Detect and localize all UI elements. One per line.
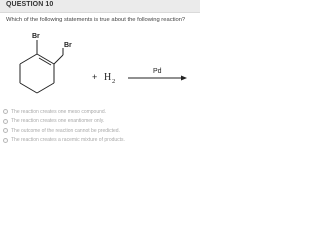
plus-sign: +: [92, 72, 98, 82]
radio-button[interactable]: [3, 128, 8, 133]
radio-button[interactable]: [3, 109, 8, 114]
question-prompt: Which of the following statements is true about the following reaction?: [6, 17, 186, 23]
answer-text: The outcome of the reaction cannot be predicted.: [11, 127, 120, 134]
reagent-subscript: 2: [112, 78, 116, 85]
radio-button[interactable]: [3, 119, 8, 124]
question-title: QUESTION 10: [6, 1, 54, 8]
radio-button[interactable]: [3, 138, 8, 143]
br-label-side: Br: [64, 42, 72, 49]
answer-option[interactable]: [3, 107, 199, 117]
answer-option[interactable]: [3, 126, 199, 136]
answer-option[interactable]: [3, 117, 199, 127]
reaction-arrow: [128, 76, 187, 81]
bond-ch2: [54, 55, 63, 64]
catalyst-label: Pd: [153, 68, 162, 75]
answer-text: The reaction creates a racemic mixture of products.: [11, 137, 125, 144]
answer-list: [3, 107, 199, 145]
reaction-scheme: [0, 0, 200, 106]
answer-text: The reaction creates one meso compound.: [11, 108, 107, 115]
reagent-h: H: [104, 72, 112, 83]
cyclohexene-ring: [20, 40, 63, 93]
answer-option[interactable]: [3, 136, 199, 146]
answer-text: The reaction creates one enantiomer only.: [11, 118, 105, 125]
br-label-top: Br: [32, 33, 40, 40]
